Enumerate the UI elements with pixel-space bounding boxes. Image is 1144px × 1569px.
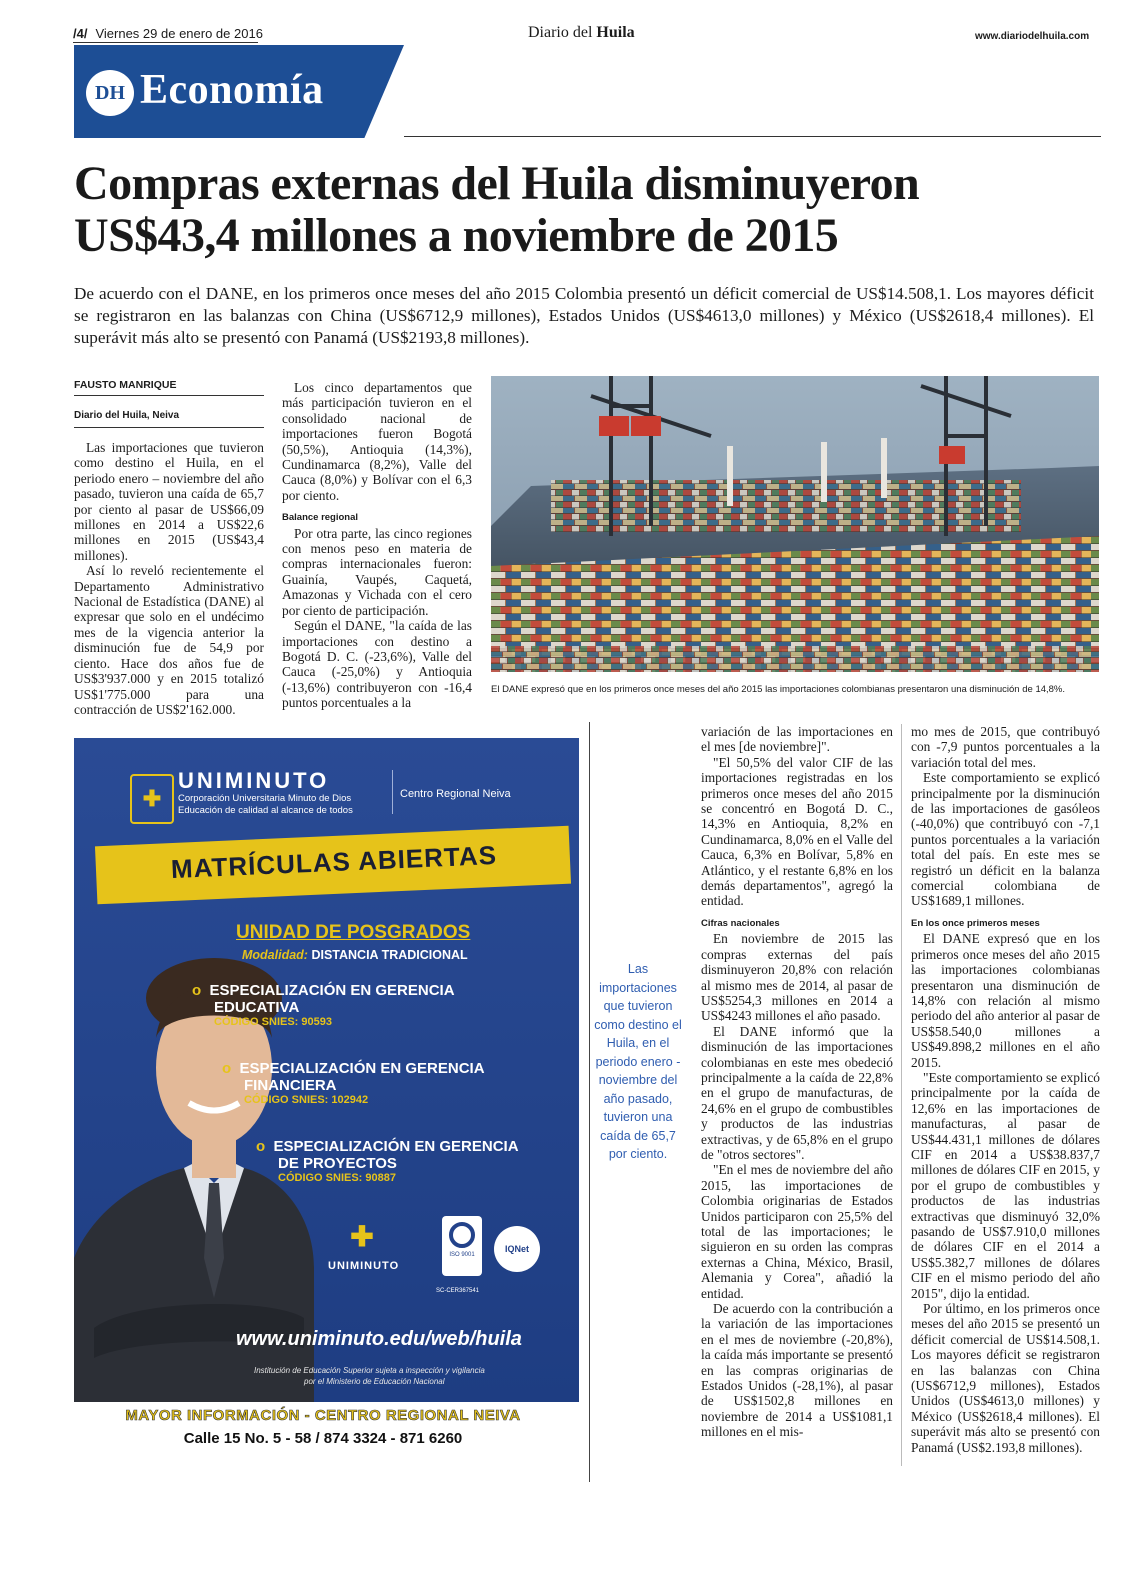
ad-program-name-2: DE PROYECTOS — [278, 1155, 397, 1172]
ad-program-3 — [256, 1138, 519, 1184]
ad-divider — [392, 770, 393, 814]
ad-footer-info: MAYOR INFORMACIÓN - CENTRO REGIONAL NEIVA — [125, 1407, 521, 1424]
header-rule — [73, 42, 258, 43]
headline-line-2: US$43,4 millones a noviembre de 2015 — [74, 209, 839, 262]
paragraph: De acuerdo con la contribución a la variación de las importaciones en el mes de noviembre (-20,8%), la caída más importante se presentó en las compras originarias de Estados Unidos (-28,1%), al pasar de US$1502,8 millones en noviembre de 2014 a US$1081,1 millones en el mis- — [701, 1301, 893, 1440]
ad-url[interactable]: www.uniminuto.edu/web/huila — [236, 1328, 522, 1350]
subheading: Cifras nacionales — [701, 917, 780, 929]
ad-brand: UNIMINUTO — [178, 768, 330, 793]
column-separator — [901, 724, 902, 1466]
article-column-3 — [701, 724, 893, 1440]
byline-rule — [74, 395, 264, 396]
iso-badge-label: ISO 9001 — [449, 1252, 475, 1258]
ad-footer-address: Calle 15 No. 5 - 58 / 874 3324 - 871 6260 — [183, 1430, 463, 1447]
paper-name — [528, 24, 635, 42]
ad-program-1 — [192, 982, 455, 1028]
uniminuto-ad[interactable] — [74, 738, 579, 1402]
byline-author: FAUSTO MANRIQUE — [74, 379, 177, 391]
port-illustration — [491, 376, 1099, 672]
pull-quote: Las importaciones que tuvieron como destino el Huila, en el periodo enero - noviembre del año pasado, tuvieron una caída de 65,7 por ciento. — [594, 962, 682, 1161]
ad-brand-small: UNIMINUTO — [328, 1260, 400, 1272]
paragraph: "Este comportamiento se explicó principalmente por la caída de 12,6% en las importaciones de manufacturas, al pasar de US$44.431,1 millones de dólares CIF en 2014 a US$38.837,7 millones de dólares CIF en 2015, y por el grupo de combustibles y productos de las industrias extractivas que disminuyó 32,0% pasando de US$7.910,0 millones de dólares CIF en el 2014 a US$5.382,7 millones de dólares CIF en el mismo periodo del año 2015", dijo la entidad. — [911, 1069, 1100, 1301]
paragraph: mo mes de 2015, que contribuyó con -7,9 puntos porcentuales a la variación total del mes. — [911, 724, 1100, 770]
ad-program-code: CÓDIGO SNIES: 90887 — [278, 1172, 396, 1184]
paragraph: Las importaciones que tuvieron como destino el Huila, en el periodo enero – noviembre del año pasado, tuvieron una caída de 65,7 por ciento al pasar de US$66,09 millones en 2014 a US$22,6 millones en 2015 (US$43,4 millones). — [74, 440, 264, 563]
paragraph: El DANE expresó que en los primeros once meses del año 2015 las importaciones colombianas presentaron una disminución de 14,8% con relación al mismo periodo del año anterior al pasar de US$58.540,0 millones a US$49.898,2 millones en el año 2015. — [911, 931, 1100, 1070]
paper-name-bold: Huila — [596, 24, 635, 41]
ad-modality-value: DISTANCIA TRADICIONAL — [311, 948, 468, 962]
article-column-2 — [282, 380, 472, 711]
ad-brand-sub-1: Corporación Universitaria Minuto de Dios — [178, 793, 352, 804]
ad-center: Centro Regional Neiva — [400, 788, 511, 800]
website[interactable]: www.diariodelhuila.com — [975, 31, 1090, 42]
article-column-1 — [74, 440, 264, 717]
paragraph: Por último, en los primeros once meses del año 2015 se presentó un déficit comercial de US$14.508,1. Los mayores déficit se registraron en las balanzas con China (US$6712,9 millones), Estados Unidos (US$4613,0 millones) y México (US$2618,4 millones). El superávit más alto se presentó con Panamá (US$2.193,8 millones). — [911, 1301, 1100, 1455]
article-column-4 — [911, 724, 1100, 1455]
ad-program-2 — [222, 1060, 485, 1106]
photo-caption: El DANE expresó que en los primeros once meses del año 2015 las importaciones colombianas presentaron una disminución de 14,8%. — [491, 684, 1066, 695]
ad-program-name-2: FINANCIERA — [244, 1077, 337, 1094]
headline — [74, 158, 1114, 262]
byline-source: Diario del Huila, Neiva — [74, 410, 180, 421]
ad-program-code: CÓDIGO SNIES: 102942 — [244, 1094, 369, 1106]
byline-rule-2 — [74, 427, 264, 428]
ad-program-name-2: EDUCATIVA — [214, 999, 300, 1016]
ad-modality-label: Modalidad: — [242, 948, 308, 962]
page-info — [73, 26, 263, 41]
ad-program-name: o ESPECIALIZACIÓN EN GERENCIA — [256, 1138, 519, 1155]
ad-logo-mark: ✚ — [130, 774, 174, 824]
ad-logo-small: ✚ — [350, 1221, 374, 1252]
port-photo — [491, 376, 1099, 672]
ad-modality — [242, 948, 468, 962]
section-rule — [404, 136, 1101, 137]
paper-name-light: Diario del — [528, 24, 597, 41]
iso-badge — [442, 1216, 482, 1276]
paragraph: El DANE informó que la disminución de las importaciones colombianas en este mes obedeció principalmente a la caída de 22,8% en el grupo de manufacturas, de 24,6% en el grupo de combustibles y productos de las industrias extractivas, y de 65,8% en el grupo de "otros sectores". — [701, 1023, 893, 1162]
ad-banner-text: MATRÍCULAS ABIERTAS — [170, 839, 498, 885]
paragraph: "El 50,5% del valor CIF de las importaciones registradas en los primeros once meses del año 2015 se concentró en Bogotá D. C., 14,3% en Antioquia, 8,2% en Cundinamarca, 8,0% en el Valle del Cauca, 6,3% en Bolívar, 5,8% en Atlántico, y el restante 6,8% en los demás departamentos", agregó la entidad. — [701, 754, 893, 909]
page-date: Viernes 29 de enero de 2016 — [95, 26, 263, 41]
paragraph: Así lo reveló recientemente el Departamento Administrativo Nacional de Estadística (DANE) al expresar que solo en el undécimo mes de la vigencia anterior la disminución fue de 54,9 por ciento. Hace dos años fue de US$3'937.000 y en 2015 totalizó US$1'775.000 para una contracción de US$2'162.000. — [74, 563, 264, 717]
paragraph: Este comportamiento se explicó principalmente por la disminución de las importaciones de gasóleos (-40,0%) que contribuyó con -7,1 puntos porcentuales a la variación total del país. En este mes se registró un déficit en la balanza comercial colombiana de US$1689,1 millones. — [911, 770, 1100, 909]
lead-paragraph: De acuerdo con el DANE, en los primeros once meses del año 2015 Colombia presentó un déficit comercial de US$14.508,1. Los mayores déficit se registraron en las balanzas con China (US$6712,9 millones), Estados Unidos (US$4613,0 millones) y México (US$2618,4 millones). El superávit más alto se presentó con Panamá (US$2193,8 millones). — [74, 284, 1094, 347]
pull-quote-rule — [589, 722, 590, 1482]
paragraph: En noviembre de 2015 las compras externas del país disminuyeron 20,8% con relación al mismo mes de 2014, al pasar de US$5254,3 millones en 2014 a US$4243 millones el año pasado. — [701, 931, 893, 1024]
ad-program-name: o ESPECIALIZACIÓN EN GERENCIA — [222, 1060, 485, 1077]
paragraph: variación de las importaciones en el mes [de noviembre]". — [701, 724, 893, 755]
iqnet-badge-label: IQNet — [504, 1244, 529, 1254]
iso-badge-code: SC-CER367541 — [436, 1288, 480, 1294]
ad-legal-1: Institución de Educación Superior sujeta a inspección y vigilancia — [254, 1366, 485, 1375]
ad-program-code: CÓDIGO SNIES: 90593 — [214, 1016, 332, 1028]
headline-line-1: Compras externas del Huila disminuyeron — [74, 157, 920, 210]
paragraph: Los cinco departamentos que más participación tuvieron en el consolidado nacional de importaciones fueron Bogotá (50,5%), Antioquia (14,3%), Cundinamarca (8,2%), Valle del Cauca (8,0%) y Bolívar con el 6,3 por ciento. — [282, 380, 472, 503]
ad-legal-2: por el Ministerio de Educación Nacional — [304, 1377, 445, 1386]
ad-program-name: o ESPECIALIZACIÓN EN GERENCIA — [192, 982, 455, 999]
ad-brand-sub-2: Educación de calidad al alcance de todos — [178, 805, 353, 816]
section-title: Economía — [140, 67, 324, 113]
iqnet-badge — [494, 1226, 540, 1272]
page-number: /4/ — [73, 26, 88, 41]
ad-unit: UNIDAD DE POSGRADOS — [236, 922, 471, 943]
subheading: Balance regional — [282, 512, 359, 524]
paragraph: Por otra parte, las cinco regiones con menos peso en materia de compras internacionales fueron: Guainía, Vaupés, Caquetá, Amazonas y Vichada con el cero por ciento de participación. — [282, 525, 472, 618]
subheading: En los once primeros meses — [911, 917, 1040, 929]
paragraph: Según el DANE, "la caída de las importaciones con destino a Bogotá D. C. (-23,6%), Valle del Cauca (-25,0%) y Antioquia (-13,6%) contribuyeron con -16,4 puntos porcentuales a la — [282, 618, 472, 711]
dh-logo: DH — [86, 70, 134, 116]
paragraph: "En el mes de noviembre del año 2015, las importaciones de Colombia originarias de Estados Unidos participaron con 25,5% del total de las importaciones; le siguieron en su orden las compras externas a China, México, Brasil, Alemania y Corea", añadió la entidad. — [701, 1162, 893, 1301]
